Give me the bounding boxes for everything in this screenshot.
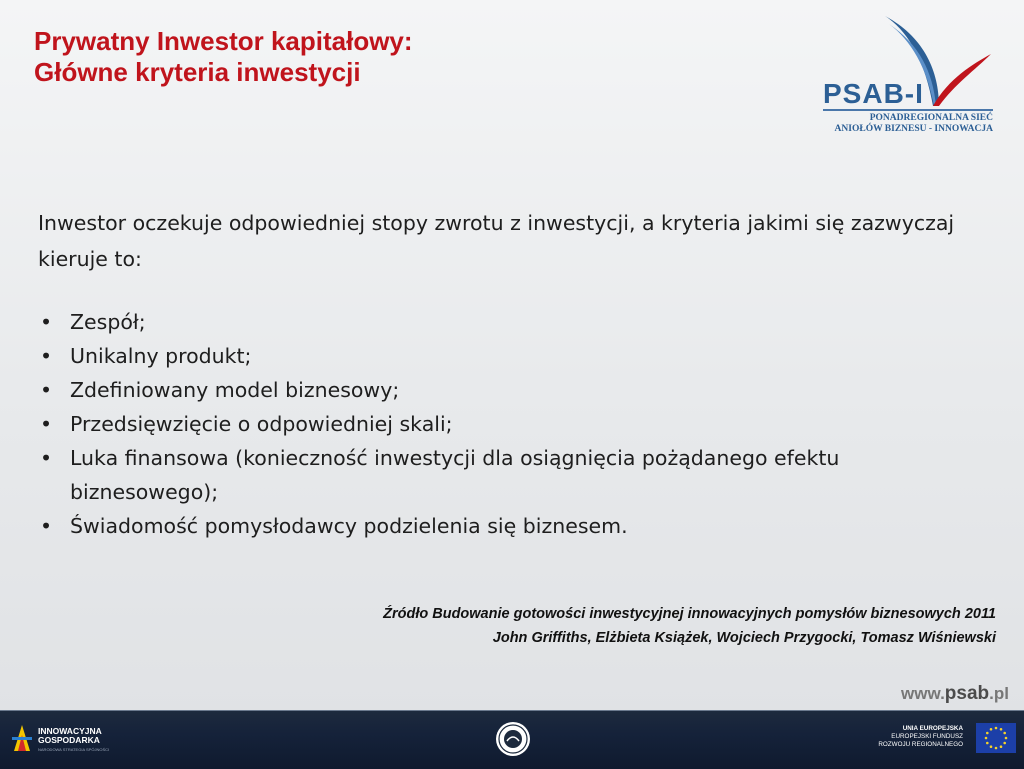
- bullet-icon: •: [40, 412, 53, 436]
- criteria-text: Zespół;: [70, 310, 146, 334]
- ig-flag-icon: [10, 723, 34, 753]
- ig-line1: INNOWACYJNA: [38, 726, 102, 736]
- source-citation: [383, 602, 996, 650]
- bullet-icon: •: [40, 514, 53, 538]
- bullet-icon: •: [40, 378, 53, 402]
- criteria-item: [38, 305, 978, 339]
- slide-title-line2: Główne kryteria inwestycji: [34, 57, 361, 87]
- ig-subtitle: NARODOWA STRATEGIA SPÓJNOŚCI: [38, 747, 110, 752]
- logo-subtitle-line1: PONADREGIONALNA SIEĆ: [869, 113, 993, 123]
- criteria-item: [38, 407, 978, 441]
- slide-title: [34, 26, 413, 88]
- website-suffix: .pl: [989, 684, 1009, 703]
- eu-line2: EUROPEJSKI FUNDUSZ: [891, 733, 963, 740]
- psab-logo-text: PSAB-I: [823, 78, 924, 109]
- criteria-item: [38, 373, 978, 407]
- logo-subtitle: [821, 113, 993, 135]
- ig-line2: GOSPODARKA: [38, 735, 100, 745]
- eu-fund-text: [838, 725, 963, 749]
- eu-line3: ROZWOJU REGIONALNEGO: [878, 741, 963, 748]
- website-prefix: www.: [901, 684, 945, 703]
- footer-bar: [0, 710, 1024, 769]
- ig-text: [38, 727, 102, 745]
- criteria-text: Świadomość pomysłodawcy podzielenia się biznesem.: [70, 514, 628, 538]
- source-line2: John Griffiths, Elżbieta Książek, Wojciech Przygocki, Tomasz Wiśniewski: [492, 630, 996, 646]
- logo-divider: [823, 109, 993, 111]
- intro-text: Inwestor oczekuje odpowiedniej stopy zwrotu z inwestycji, a kryteria jakimi się zazwyczaj kieruje to:: [38, 211, 955, 271]
- criteria-text: Luka finansowa (konieczność inwestycji dla osiągnięcia pożądanego efektu biznesowego);: [70, 446, 840, 504]
- criteria-list: [38, 305, 978, 543]
- criteria-item: [38, 339, 978, 373]
- website-name: psab: [944, 683, 990, 704]
- slide-body: [38, 205, 978, 543]
- criteria-item: [38, 509, 978, 543]
- criteria-text: Unikalny produkt;: [70, 344, 252, 368]
- criteria-text: Przedsięwzięcie o odpowiedniej skali;: [70, 412, 453, 436]
- eu-flag-icon: [976, 723, 1016, 753]
- logo-subtitle-line2: ANIOŁÓW BIZNESU - INNOWACJA: [834, 124, 993, 134]
- eu-line1: UNIA EUROPEJSKA: [902, 725, 963, 732]
- bullet-icon: •: [40, 310, 53, 334]
- university-seal-icon: [495, 721, 531, 757]
- psab-logo: [815, 12, 1005, 142]
- source-line1: Źródło Budowanie gotowości inwestycyjnej innowacyjnych pomysłów biznesowych 2011: [383, 606, 996, 622]
- criteria-text: Zdefiniowany model biznesowy;: [70, 378, 400, 402]
- criteria-item: [38, 441, 978, 509]
- website-link[interactable]: [901, 683, 1009, 705]
- bullet-icon: •: [40, 344, 53, 368]
- slide-title-line1: Prywatny Inwestor kapitałowy:: [34, 26, 413, 56]
- bullet-icon: •: [40, 446, 53, 470]
